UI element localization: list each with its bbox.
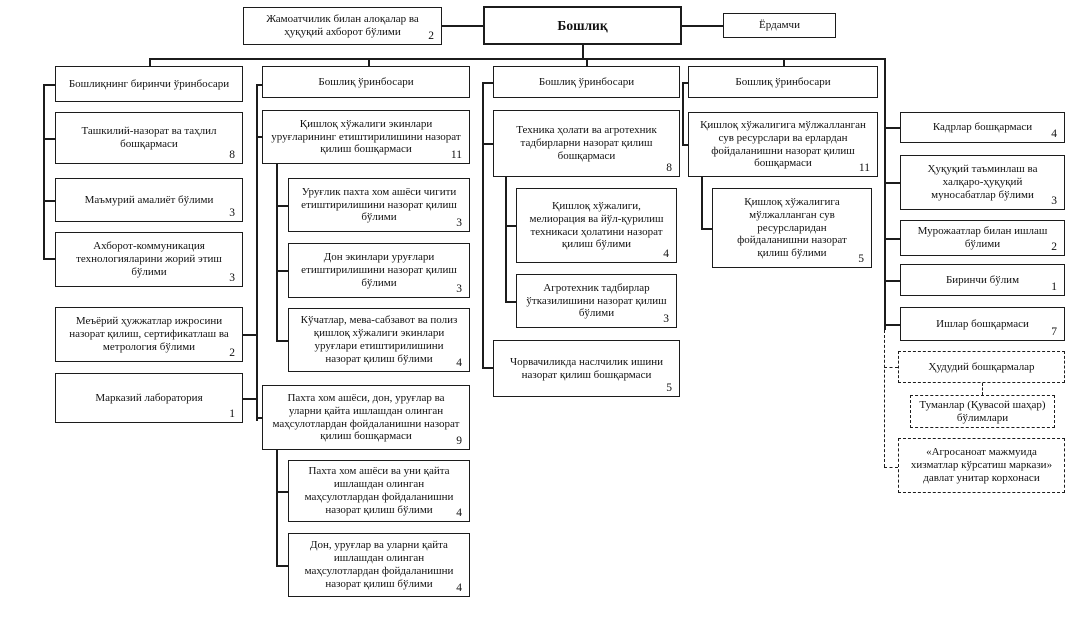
connector-line — [682, 82, 688, 84]
box-label: Ҳуқуқий таъминлаш ва халқаро-ҳуқуқий муносабатлар бўлими — [927, 163, 1038, 201]
connector-line — [884, 367, 898, 368]
box-label: Жамоатчилик билан алоқалар ва ҳуқуқий ахборот бўлими — [266, 13, 419, 38]
box-label: Туманлар (Қувасой шаҳар) бўлимлари — [919, 398, 1046, 424]
crop-seeds-growing-control-dept — [262, 110, 470, 164]
livestock-breeding-control-dept — [493, 340, 680, 397]
staff-count: 11 — [450, 149, 462, 162]
staff-count: 3 — [1051, 195, 1057, 208]
normative-docs-certification-metrology-division — [55, 307, 243, 362]
connector-line — [243, 334, 256, 336]
staff-count: 2 — [229, 347, 235, 360]
connector-line — [701, 177, 703, 228]
staff-count: 3 — [456, 283, 462, 296]
box-label: Бошлиқ — [557, 17, 608, 33]
connector-line — [482, 367, 493, 369]
connector-line — [884, 330, 885, 467]
staff-count: 7 — [1051, 326, 1057, 339]
org-control-analysis-dept — [55, 112, 243, 164]
connector-line — [256, 84, 258, 421]
connector-line — [884, 182, 900, 184]
cotton-grain-products-use-control-dept — [262, 385, 470, 450]
box-label: Дон, уруғлар ва уларни қайта ишлашдан олинган маҳсулотлардан фойдаланишни назорат қилиш бўлими — [304, 539, 454, 590]
appeals-handling-division — [900, 220, 1065, 256]
box-label: Техника ҳолати ва агротехник тадбирларни назорат қилиш бошқармаси — [516, 124, 657, 162]
connector-line — [505, 225, 516, 227]
connector-line — [884, 280, 900, 282]
box-label: Марказий лаборатория — [95, 391, 203, 404]
agro-service-center-state-enterprise — [898, 438, 1065, 493]
affairs-dept — [900, 307, 1065, 341]
connector-line — [442, 25, 483, 27]
box-label: «Агросаноат мажмуида хизматлар кўрсатиш маркази» давлат унитар корхонаси — [910, 446, 1053, 484]
connector-line — [884, 324, 900, 326]
box-label: Ахборот-коммуникация технологияларини жорий этиш бўлими — [76, 240, 222, 278]
box-label: Қишлоқ хўжалиги экинлари уруғларининг етиштирилишини назорат қилиш бошқармаси — [271, 117, 461, 156]
agrotech-measures-control-division — [516, 274, 677, 328]
connector-line — [43, 200, 55, 202]
box-label: Ҳудудий бошқармалар — [928, 360, 1035, 373]
hr-dept — [900, 112, 1065, 143]
box-label: Кўчатлар, мева-сабзавот ва полиз қишлоқ хўжалиги экинлари уруғлари етиштирилишини назорат қилиш бўлими — [300, 314, 458, 365]
connector-line — [884, 467, 898, 468]
connector-line — [276, 450, 278, 565]
seedlings-vegetable-seeds-control-division — [288, 308, 470, 372]
box-label: Пахта хом ашёси, дон, уруғлар ва уларни қайта ишлашдан олинган маҳсулотлардан фойдаланишни назорат қилиш бошқармаси — [272, 391, 460, 443]
connector-line — [682, 25, 723, 27]
first-deputy-header — [55, 66, 243, 102]
grain-products-use-control-division — [288, 533, 470, 597]
ict-implementation-division — [55, 232, 243, 287]
cotton-seed-raw-control-division — [288, 178, 470, 232]
box-label: Қишлоқ хўжалигига мўлжалланган сув ресурсларидан фойдаланишни назорат қилиш бўлими — [737, 195, 847, 260]
connector-line — [43, 84, 45, 259]
staff-count: 4 — [663, 248, 669, 261]
connector-line — [482, 143, 493, 145]
grain-seeds-control-division — [288, 243, 470, 298]
connector-line — [482, 82, 493, 84]
staff-count: 9 — [456, 435, 462, 448]
connector-line — [505, 177, 507, 301]
staff-count: 4 — [456, 357, 462, 370]
connector-line — [276, 491, 288, 493]
connector-line — [149, 58, 886, 60]
box-label: Ишлар бошқармаси — [936, 317, 1029, 330]
staff-count: 3 — [229, 272, 235, 285]
staff-count: 3 — [456, 217, 462, 230]
deputy2-header — [262, 66, 470, 98]
connector-line — [701, 228, 712, 230]
district-divisions — [910, 395, 1055, 428]
connector-line — [582, 45, 584, 58]
staff-count: 3 — [663, 313, 669, 326]
connector-line — [243, 398, 256, 400]
machinery-agrotech-control-dept — [493, 110, 680, 177]
staff-count: 2 — [1051, 241, 1057, 254]
staff-count: 8 — [666, 162, 672, 175]
deputy4-header — [688, 66, 878, 98]
connector-line — [682, 82, 684, 145]
assistant-box — [723, 13, 836, 38]
water-land-use-control-dept — [688, 112, 878, 177]
connector-line — [43, 138, 55, 140]
water-resources-use-control-division — [712, 188, 872, 268]
box-label: Кадрлар бошқармаси — [932, 121, 1033, 134]
connector-line — [276, 205, 288, 207]
connector-line — [43, 84, 55, 86]
connector-line — [884, 58, 886, 330]
box-label: Агротехник тадбирлар ўтказилишини назорат қилиш бўлими — [526, 281, 667, 320]
legal-support-international-relations-division — [900, 155, 1065, 210]
deputy3-header — [493, 66, 680, 98]
connector-line — [276, 565, 288, 567]
connector-line — [505, 301, 516, 303]
box-label: Ёрдамчи — [759, 19, 800, 32]
box-label: Чорвачиликда наслчилик ишини назорат қилиш бошқармаси — [509, 355, 664, 381]
connector-line — [276, 270, 288, 272]
connector-line — [884, 127, 900, 129]
connector-line — [43, 258, 55, 260]
territorial-departments — [898, 351, 1065, 383]
connector-line — [884, 238, 900, 240]
cotton-products-use-control-division — [288, 460, 470, 522]
staff-count: 11 — [858, 162, 870, 175]
staff-count: 3 — [229, 207, 235, 220]
staff-count: 5 — [858, 253, 864, 266]
box-label: Мурожаатлар билан ишлаш бўлими — [917, 225, 1048, 250]
agri-melioration-road-machinery-division — [516, 188, 677, 263]
staff-count: 8 — [229, 149, 235, 162]
box-label: Маъмурий амалиёт бўлими — [84, 193, 214, 206]
box-label: Қишлоқ хўжалиги, мелиорация ва йўл-қурилиш техникаси ҳолатини назорат қилиш бўлими — [529, 199, 664, 251]
connector-line — [982, 383, 983, 395]
box-label: Дон экинлари уруғлари етиштирилишини назорат қилиш бўлими — [301, 251, 457, 289]
connector-line — [276, 164, 278, 340]
chief-box — [483, 6, 682, 45]
box-label: Пахта хом ашёси ва уни қайта ишлашдан олинган маҳсулотлардан фойдаланишни назорат қилиш бўлими — [304, 465, 454, 516]
staff-count: 1 — [1051, 281, 1057, 294]
box-label: Уруғлик пахта хом ашёси чигити етиштирилишини назорат қилиш бўлими — [301, 185, 457, 224]
box-label: Қишлоқ хўжалигига мўлжалланган сув ресурслари ва ерлардан фойдаланишни назорат қилиш бошқармаси — [700, 118, 866, 170]
first-division — [900, 264, 1065, 296]
staff-count: 1 — [229, 408, 235, 421]
admin-practice-division — [55, 178, 243, 222]
box-label: Меъёрий ҳужжатлар ижросини назорат қилиш, сертификатлаш ва метрология бўлими — [69, 315, 229, 353]
connector-line — [276, 340, 288, 342]
connector-line — [682, 144, 688, 146]
box-label: Бошлиқ ўринбосари — [538, 75, 635, 88]
public-relations-legal-info-dept — [243, 7, 442, 45]
central-laboratory — [55, 373, 243, 423]
staff-count: 4 — [456, 582, 462, 595]
staff-count: 5 — [666, 382, 672, 395]
box-label: Бошлиқ ўринбосари — [735, 75, 831, 88]
staff-count: 2 — [428, 30, 434, 43]
box-label: Ташкилий-назорат ва таҳлил бошқармаси — [81, 125, 217, 150]
staff-count: 4 — [1051, 128, 1057, 141]
box-label: Биринчи бўлим — [945, 273, 1020, 286]
staff-count: 4 — [456, 507, 462, 520]
connector-line — [482, 82, 484, 368]
box-label: Бошлиқ ўринбосари — [318, 75, 414, 88]
box-label: Бошлиқнинг биринчи ўринбосари — [68, 77, 230, 90]
